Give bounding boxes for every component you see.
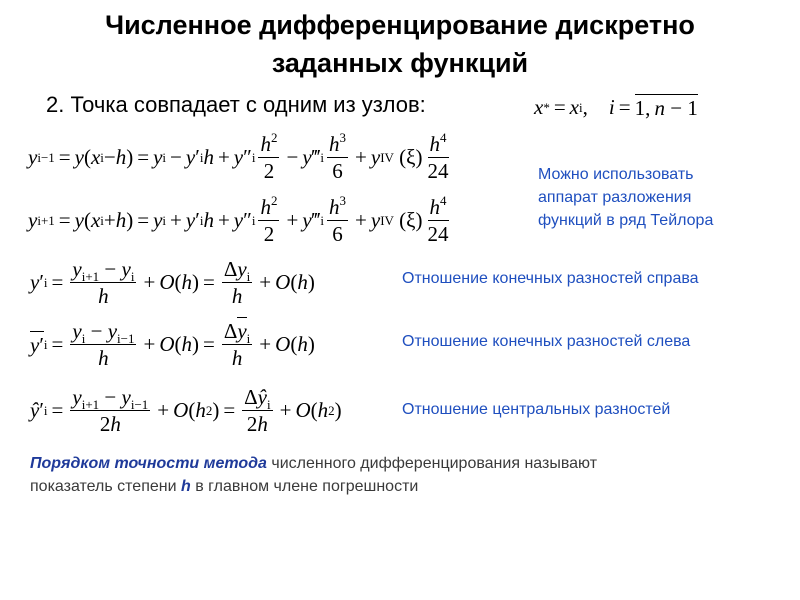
subtitle: 2. Точка совпадает с одним из узлов: [46, 92, 426, 117]
accuracy-definition [30, 452, 760, 498]
backward-difference-formula: y′ i = $\frac{y_i - y_{i-1}}{h}$ + O ( h ) = $\frac{\Delta y_i}{h}$ + O ( h ) [30, 319, 315, 370]
definition-text-2: показатель степени [30, 478, 181, 495]
note-backward: Отношение конечных разностей слева [402, 333, 691, 350]
note-central: Отношение центральных разностей [402, 401, 671, 418]
node-condition-formula: x * = x i , i = 1, n − 1 [534, 95, 698, 120]
taylor-formula-minus: y i−1 = y ( x i − h ) = y i − y ′ i h + y ″ i $\frac{h^2}{2}$ − y ‴ i $\frac{h^3}{6}$ + y IV (ξ) $\frac{h^4}{24}$ [28, 130, 449, 183]
forward-difference-formula: y ′ i = $\frac{y_{i+1} - y_i}{h}$ + O ( h ) = $\frac{\Delta y_i}{h}$ + O ( h ) [30, 257, 315, 308]
definition-text-1: численного дифференцирования называют [266, 455, 598, 472]
definition-text-3: в главном члене погрешности [190, 478, 419, 495]
definition-h: h [180, 478, 191, 495]
taylor-formula-plus: y i+1 = y ( x i + h ) = y i + y ′ i h + y ″ i $\frac{h^2}{2}$ + y ‴ i $\frac{h^3}{6}$ + y IV (ξ) $\frac{h^4}{24}$ [28, 193, 449, 246]
accuracy-term: Порядком точности метода [30, 455, 267, 472]
slide-title [0, 6, 800, 82]
taylor-note-line-2: аппарат разложения [538, 189, 692, 206]
central-difference-formula: ŷ ′ i = $\frac{y_{i+1} - y_{i-1}}{2h}$ + O ( h 2 ) = $\frac{\Delta ŷ_i}{2h}$ + O ( h 2 ) [30, 385, 342, 436]
title-line-2: заданных функций [271, 48, 529, 78]
taylor-note-line-3: функций в ряд Тейлора [538, 212, 714, 229]
note-forward: Отношение конечных разностей справа [402, 270, 699, 287]
title-line-1: Численное дифференцирование дискретно [105, 10, 695, 40]
taylor-note-line-1: Можно использовать [538, 166, 694, 183]
taylor-note [538, 163, 713, 232]
